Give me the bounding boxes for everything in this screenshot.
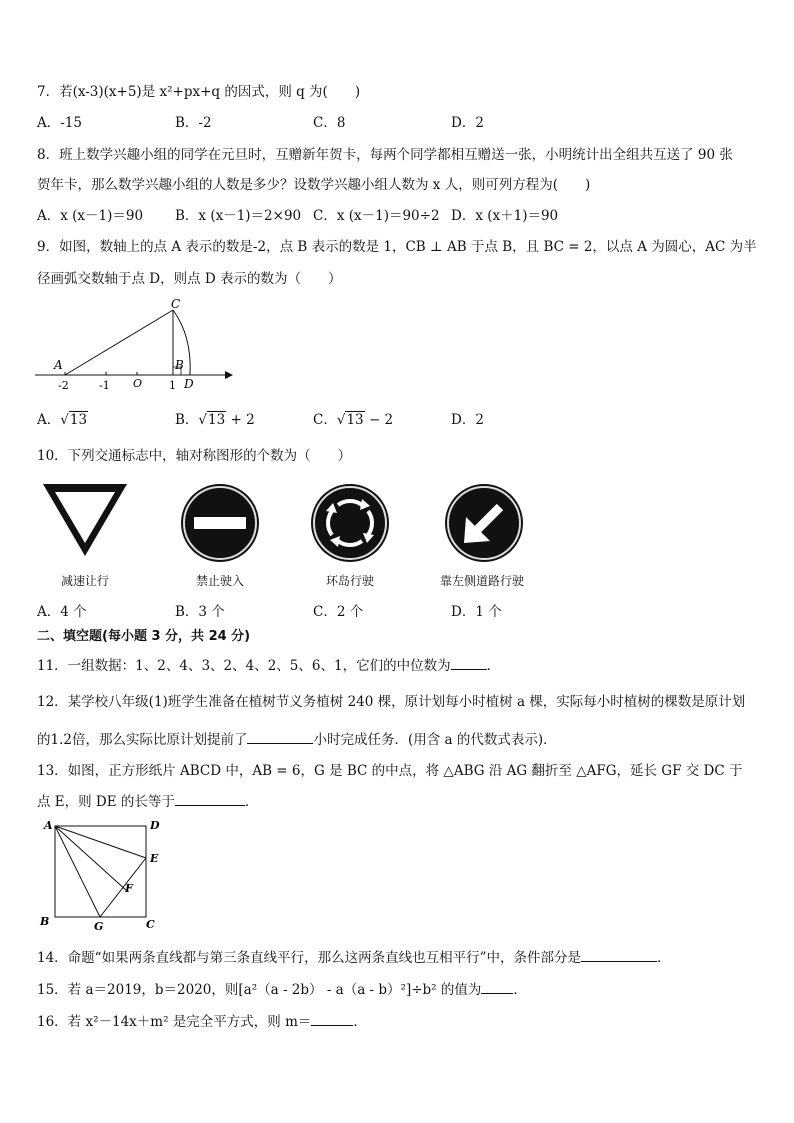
q9-tick-1: 1 xyxy=(169,379,176,392)
q8-options xyxy=(37,207,757,225)
q8-option-c: C．x (x－1)＝90÷2 xyxy=(313,208,440,224)
q13-line2-end: ． xyxy=(244,794,259,810)
q10-option-c: C．2 个 xyxy=(313,604,364,620)
q9-option-c: C．√13 − 2 xyxy=(313,412,394,428)
q9-options xyxy=(37,411,757,429)
sign-caption-no-entry: 禁止驶入 xyxy=(195,574,244,588)
q10-option-d: D．1 个 xyxy=(451,604,502,620)
q9-option-c-letter: C． xyxy=(313,412,337,428)
q12-line2-end: 小时完成任务．(用含 a 的代数式表示)． xyxy=(313,732,557,748)
q9-option-a: A．√13 xyxy=(37,412,88,428)
q7-options xyxy=(37,114,757,132)
q9-option-b-letter: B． xyxy=(175,412,199,428)
q13-square-figure xyxy=(36,816,166,932)
keep-left-sign-icon xyxy=(444,483,524,563)
q12-line2 xyxy=(37,729,557,749)
q16 xyxy=(37,1011,367,1031)
q11-end: ． xyxy=(486,658,501,674)
q9-label-c: C xyxy=(171,297,181,311)
q12-line1: 12．某学校八年级(1)班学生准备在植树节义务植树 240 棵，原计划每小时植树 a 棵，实际每小时植树的棵数是原计划 xyxy=(37,694,746,710)
section-heading-fill-in: 二、填空题(每小题 3 分，共 24 分) xyxy=(37,629,251,644)
yield-sign-icon xyxy=(41,482,129,558)
q8-stem-line1: 8．班上数学兴趣小组的同学在元旦时，互赠新年贺卡，每两个同学都相互赠送一张，小明统计出全组共互送了 90 张 xyxy=(37,147,733,163)
q13-line2-start: 点 E，则 DE 的长等于 xyxy=(37,794,175,810)
sign-caption-roundabout: 环岛行驶 xyxy=(325,574,374,588)
no-entry-sign-icon xyxy=(180,483,260,563)
q12-answer-blank xyxy=(247,729,313,744)
q9-option-d: D．2 xyxy=(451,412,484,428)
q15 xyxy=(37,979,527,999)
q9-label-d: D xyxy=(184,377,194,391)
q16-text: 16．若 x²－14x＋m² 是完全平方式，则 m＝ xyxy=(37,1014,312,1030)
q9-option-c-radicand: 13 xyxy=(346,412,364,428)
q9-option-a-letter: A． xyxy=(37,412,61,428)
q10-option-b: B．3 个 xyxy=(175,604,225,620)
axis-arrow-icon xyxy=(225,371,233,379)
q16-answer-blank xyxy=(311,1011,353,1026)
q15-text: 15．若 a＝2019，b＝2020，则[a²（a - 2b） - a（a - b）²]÷b² 的值为 xyxy=(37,982,482,998)
roundabout-sign-icon xyxy=(310,483,390,563)
q14-text: 14．命题“如果两条直线都与第三条直线平行，那么这两条直线也互相平行”中，条件部分是 xyxy=(37,950,581,966)
q10-options xyxy=(37,603,757,621)
q13-label-e: E xyxy=(150,852,159,865)
q13-label-c: C xyxy=(146,918,155,931)
q13-line1: 13．如图，正方形纸片 ABCD 中，AB = 6，G 是 BC 的中点，将 △ABG 沿 AG 翻折至 △AFG，延长 GF 交 DC 于 xyxy=(37,763,743,779)
q12-line2-start: 的1.2倍，那么实际比原计划提前了 xyxy=(37,732,248,748)
q13-line2 xyxy=(37,791,258,811)
q9-label-a: A xyxy=(54,358,63,372)
q8-option-b: B．x (x－1)＝2×90 xyxy=(175,208,302,224)
q9-option-b: B．√13 + 2 xyxy=(175,412,255,428)
q13-label-a: A xyxy=(44,819,53,832)
q8-stem-line2: 贺年卡，那么数学兴趣小组的人数是多少？设数学兴趣小组人数为 x 人，则可列方程为( ) xyxy=(37,177,591,193)
q13-label-d: D xyxy=(150,819,160,832)
q9-tick-neg2: -2 xyxy=(58,379,69,392)
q15-answer-blank xyxy=(481,979,513,994)
q7-option-a: A．-15 xyxy=(37,115,82,131)
q14-end: ． xyxy=(656,950,671,966)
q15-end: ． xyxy=(513,982,527,998)
q9-option-b-radicand: 13 xyxy=(208,412,226,428)
q7-option-b: B．-2 xyxy=(175,115,212,131)
q10-stem: 10．下列交通标志中，轴对称图形的个数为（ ） xyxy=(37,448,352,464)
q9-number-line-figure xyxy=(30,296,240,396)
q11 xyxy=(37,655,500,675)
sign-caption-keep-left: 靠左侧道路行驶 xyxy=(439,574,524,588)
q7-option-c: C．8 xyxy=(313,115,346,131)
q10-option-a: A．4 个 xyxy=(37,604,87,620)
q9-stem-line2: 径画弧交数轴于点 D，则点 D 表示的数为（ ） xyxy=(37,271,342,287)
q9-tick-neg1: -1 xyxy=(99,379,110,392)
q13-answer-blank xyxy=(175,791,245,806)
q9-tick-origin: O xyxy=(133,377,143,390)
q11-text: 11．一组数据：1、2、4、3、2、4、2、5、6、1，它们的中位数为 xyxy=(37,658,451,674)
q9-option-c-suffix: − 2 xyxy=(368,412,394,428)
q16-end: ． xyxy=(353,1014,367,1030)
q13-label-f: F xyxy=(125,882,133,895)
q14-answer-blank xyxy=(581,947,657,962)
q9-stem-line1: 9．如图，数轴上的点 A 表示的数是-2，点 B 表示的数是 1，CB ⊥ AB 于点 B，且 BC = 2，以点 A 为圆心，AC 为半 xyxy=(37,239,757,255)
q11-answer-blank xyxy=(451,655,487,670)
q9-label-b: B xyxy=(175,358,184,372)
q7-option-d: D．2 xyxy=(451,115,484,131)
q13-label-g: G xyxy=(94,920,104,932)
q13-label-b: B xyxy=(40,915,50,928)
q9-option-a-radicand: 13 xyxy=(69,412,88,428)
q7-stem: 7．若(x-3)(x+5)是 x²+px+q 的因式，则 q 为( ) xyxy=(37,84,361,100)
q14 xyxy=(37,947,670,967)
sign-caption-yield: 减速让行 xyxy=(60,574,109,588)
q8-option-d: D．x (x＋1)＝90 xyxy=(451,208,559,224)
q9-option-b-suffix: + 2 xyxy=(230,412,255,428)
q8-option-a: A．x (x－1)＝90 xyxy=(37,208,144,224)
